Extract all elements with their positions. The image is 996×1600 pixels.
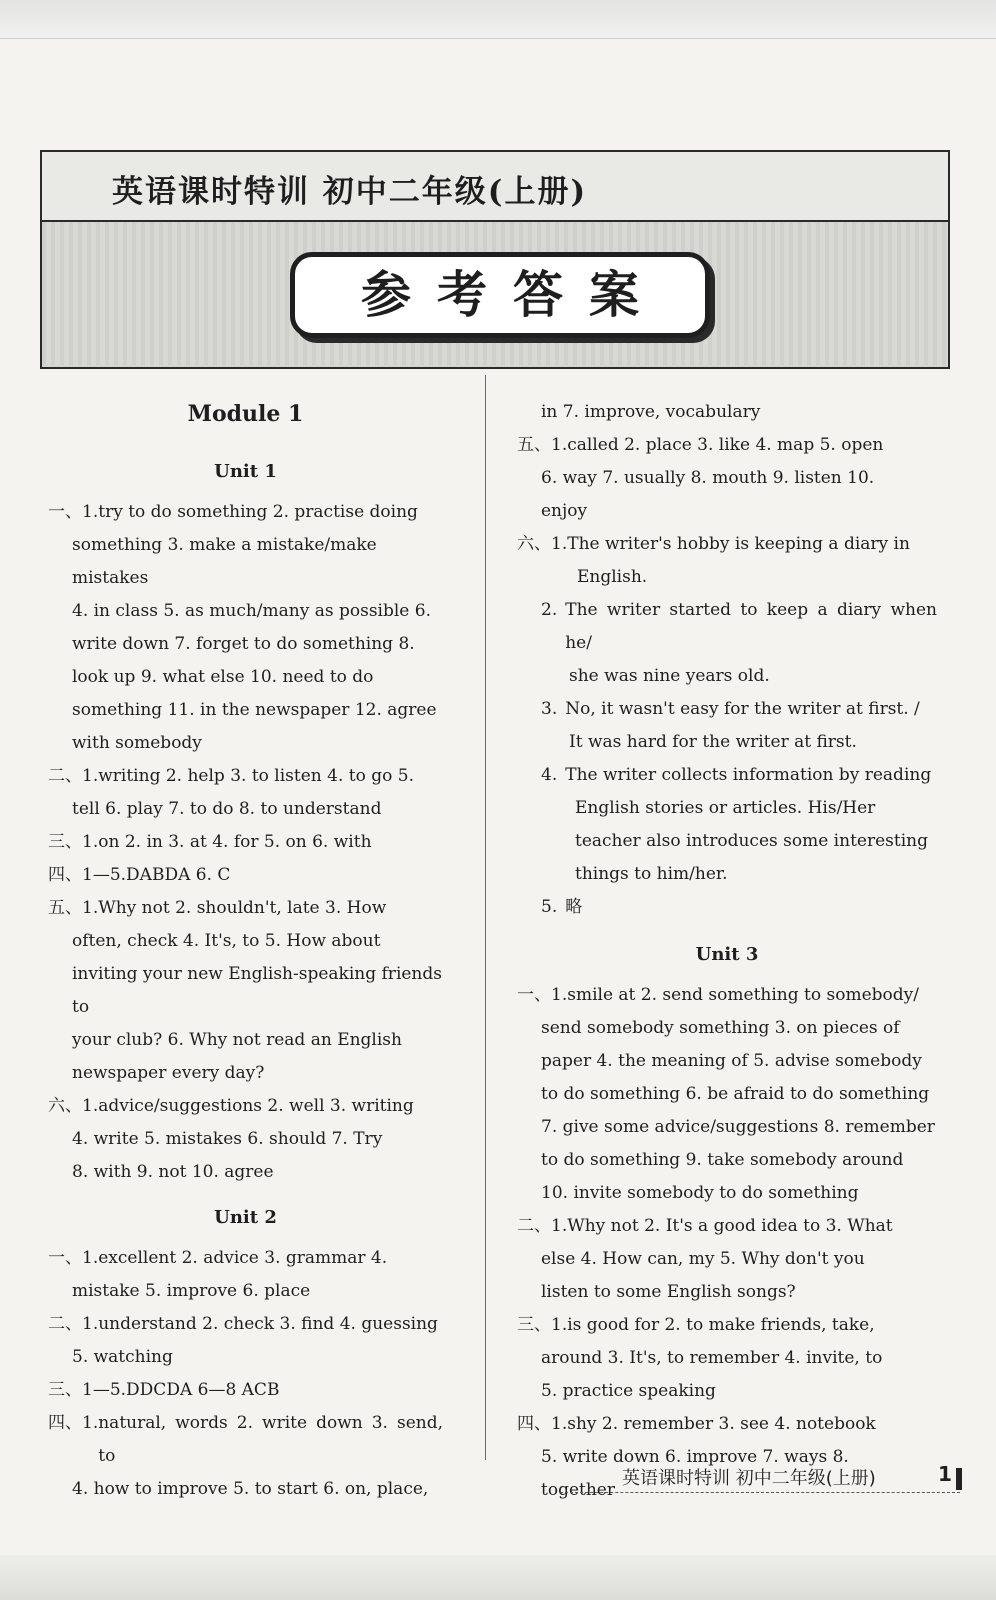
answer-section bbox=[48, 1374, 443, 1407]
answer-line: 5. watching bbox=[72, 1347, 173, 1367]
answer-line: is good for 2. to make friends, take, bbox=[567, 1315, 875, 1335]
answer-line: 5. practice speaking bbox=[541, 1381, 716, 1401]
section-label: 四、1. bbox=[517, 1414, 568, 1434]
answer-section bbox=[48, 760, 443, 793]
answer-line: 略 bbox=[565, 897, 583, 917]
section-label: 一、1. bbox=[48, 1248, 99, 1268]
unit-title: Unit 3 bbox=[695, 944, 759, 965]
answer-line: The writer started to keep a diary when he/ bbox=[565, 600, 937, 653]
answer-line: understand 2. check 3. find 4. guessing bbox=[98, 1314, 438, 1334]
answer-section bbox=[517, 1309, 937, 1342]
header-title-band bbox=[42, 152, 948, 222]
answer-line: things to him/her. bbox=[575, 864, 728, 884]
answer-line: to do something 6. be afraid to do something bbox=[541, 1084, 930, 1104]
answer-line: listen to some English songs? bbox=[541, 1282, 796, 1302]
section-label: 二、1. bbox=[48, 1314, 99, 1334]
answer-key-banner bbox=[290, 252, 710, 338]
answer-item bbox=[517, 759, 937, 792]
answer-line: Why not 2. It's a good idea to 3. What bbox=[567, 1216, 893, 1236]
answer-line: she was nine years old. bbox=[569, 666, 770, 686]
answer-section bbox=[48, 496, 443, 529]
answer-line: English stories or articles. His/Her bbox=[575, 798, 876, 818]
answer-line: English. bbox=[577, 567, 648, 587]
answer-line: The writer's hobby is keeping a diary in bbox=[567, 534, 910, 554]
section-label: 四、1—5. bbox=[48, 865, 127, 885]
answer-line: teacher also introduces some interesting bbox=[575, 831, 928, 851]
answer-line: 4. how to improve 5. to start 6. on, place, bbox=[72, 1479, 429, 1499]
section-label: 三、1—5. bbox=[48, 1380, 127, 1400]
section-label: 五、1. bbox=[517, 435, 568, 455]
section-label: 六、1. bbox=[517, 534, 568, 554]
item-label: 2. bbox=[541, 600, 558, 620]
section-label: 三、1. bbox=[48, 832, 99, 852]
answer-section bbox=[48, 1242, 443, 1275]
answer-section bbox=[48, 826, 443, 859]
answer-line: DABDA 6. C bbox=[126, 865, 231, 885]
answer-line: write down 7. forget to do something 8. bbox=[72, 634, 415, 654]
item-label: 4. bbox=[541, 765, 558, 785]
answer-line: 4. write 5. mistakes 6. should 7. Try bbox=[72, 1129, 383, 1149]
answer-line: advice/suggestions 2. well 3. writing bbox=[98, 1096, 414, 1116]
answer-line: 8. with 9. not 10. agree bbox=[72, 1162, 274, 1182]
module-title: Module 1 bbox=[187, 401, 304, 427]
footer-book-title: 英语课时特训 初中二年级(上册) bbox=[622, 1468, 876, 1489]
section-label: 五、1. bbox=[48, 898, 99, 918]
answer-line: tell 6. play 7. to do 8. to understand bbox=[72, 799, 382, 819]
answer-section bbox=[517, 1210, 937, 1243]
answer-line: shy 2. remember 3. see 4. notebook bbox=[567, 1414, 876, 1434]
scan-top-edge bbox=[0, 0, 996, 39]
answer-line: DDCDA 6—8 ACB bbox=[126, 1380, 280, 1400]
answer-line: your club? 6. Why not read an English bbox=[72, 1030, 402, 1050]
answer-section bbox=[517, 429, 937, 462]
section-label: 六、1. bbox=[48, 1096, 99, 1116]
answer-section bbox=[517, 1408, 937, 1441]
answer-line: together bbox=[541, 1480, 615, 1500]
section-label: 四、1. bbox=[48, 1413, 99, 1433]
answer-line: often, check 4. It's, to 5. How about bbox=[72, 931, 381, 951]
answer-line: called 2. place 3. like 4. map 5. open bbox=[567, 435, 884, 455]
answer-line: Why not 2. shouldn't, late 3. How bbox=[98, 898, 387, 918]
item-label: 3. bbox=[541, 699, 558, 719]
section-label: 二、1. bbox=[48, 766, 99, 786]
section-label: 二、1. bbox=[517, 1216, 568, 1236]
answer-section bbox=[48, 1308, 443, 1341]
column-divider bbox=[485, 375, 486, 1460]
answer-line: 6. way 7. usually 8. mouth 9. listen 10. bbox=[541, 468, 875, 488]
answer-line: paper 4. the meaning of 5. advise somebody bbox=[541, 1051, 922, 1071]
answer-section bbox=[517, 979, 937, 1012]
page-header bbox=[40, 150, 950, 369]
footer-rule bbox=[560, 1492, 960, 1493]
answer-line: 10. invite somebody to do something bbox=[541, 1183, 859, 1203]
answer-line: something 3. make a mistake/make mistakes bbox=[72, 535, 377, 588]
answer-key-title: 参考答案 bbox=[361, 266, 665, 324]
answer-line: newspaper every day? bbox=[72, 1063, 265, 1083]
answer-line: something 11. in the newspaper 12. agree bbox=[72, 700, 437, 720]
answer-item bbox=[517, 693, 937, 726]
answer-line: enjoy bbox=[541, 501, 588, 521]
answer-line: with somebody bbox=[72, 733, 202, 753]
answer-line: writing 2. help 3. to listen 4. to go 5. bbox=[98, 766, 414, 786]
answer-line: in 7. improve, vocabulary bbox=[541, 402, 761, 422]
answer-line: around 3. It's, to remember 4. invite, to bbox=[541, 1348, 883, 1368]
section-label: 一、1. bbox=[517, 985, 568, 1005]
answer-line: natural, words 2. write down 3. send, to bbox=[98, 1413, 443, 1466]
footer-mark bbox=[956, 1468, 962, 1490]
left-column bbox=[48, 388, 443, 1506]
answer-section bbox=[48, 892, 443, 925]
right-column bbox=[517, 396, 937, 1507]
answer-line: The writer collects information by reading bbox=[565, 765, 932, 785]
answer-line: 5. write down 6. improve 7. ways 8. bbox=[541, 1447, 849, 1467]
unit-title: Unit 1 bbox=[214, 461, 277, 482]
answer-line: 7. give some advice/suggestions 8. remember bbox=[541, 1117, 935, 1137]
answer-line: look up 9. what else 10. need to do bbox=[72, 667, 374, 687]
answer-line: inviting your new English-speaking friends to bbox=[72, 964, 442, 1017]
answer-section bbox=[48, 859, 443, 892]
page-number: 1 bbox=[938, 1462, 952, 1486]
book-title: 英语课时特训 初中二年级(上册) bbox=[112, 174, 588, 210]
answer-line: try to do something 2. practise doing bbox=[98, 502, 418, 522]
scan-bottom-edge bbox=[0, 1555, 996, 1600]
answer-line: smile at 2. send something to somebody/ bbox=[567, 985, 919, 1005]
answer-line: No, it wasn't easy for the writer at first. / bbox=[565, 699, 920, 719]
page-footer bbox=[0, 1458, 996, 1518]
answer-line: on 2. in 3. at 4. for 5. on 6. with bbox=[98, 832, 372, 852]
answer-item bbox=[517, 594, 937, 660]
item-label: 5. bbox=[541, 897, 558, 917]
answer-line: It was hard for the writer at first. bbox=[569, 732, 857, 752]
answer-line: 4. in class 5. as much/many as possible 6. bbox=[72, 601, 431, 621]
answer-line: mistake 5. improve 6. place bbox=[72, 1281, 311, 1301]
section-label: 一、1. bbox=[48, 502, 99, 522]
answer-line: send somebody something 3. on pieces of bbox=[541, 1018, 900, 1038]
unit-title: Unit 2 bbox=[214, 1207, 277, 1228]
section-label: 三、1. bbox=[517, 1315, 568, 1335]
answer-section bbox=[517, 528, 937, 561]
answer-line: else 4. How can, my 5. Why don't you bbox=[541, 1249, 865, 1269]
answer-section bbox=[48, 1090, 443, 1123]
answer-line: excellent 2. advice 3. grammar 4. bbox=[98, 1248, 388, 1268]
answer-item bbox=[517, 891, 937, 924]
answer-line: to do something 9. take somebody around bbox=[541, 1150, 904, 1170]
